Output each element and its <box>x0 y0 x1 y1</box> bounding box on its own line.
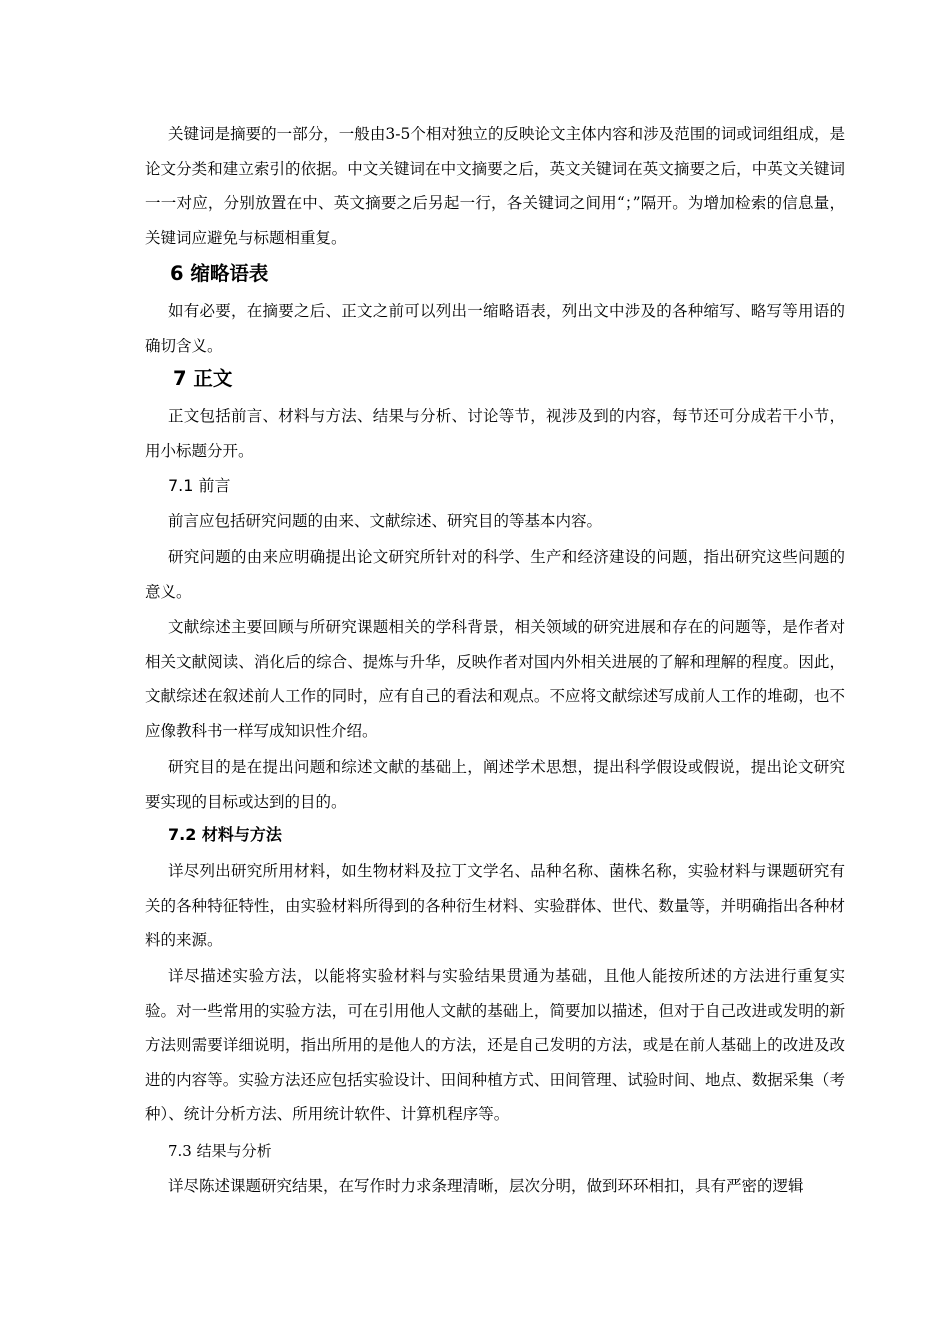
paragraph-preface-review: 文献综述主要回顾与所研究课题相关的学科背景，相关领域的研究进展和存在的问题等，是作者对相关文献阅读、消化后的综合、提炼与升华，反映作者对国内外相关进展的了解和理解的程度。因此，文献综述在叙述前人工作的同时，应有自己的看法和观点。不应将文献综述写成前人工作的堆砌，也不应像教科书一样写成知识性介绍。 <box>145 618 845 740</box>
heading-body: 7 正文 <box>173 367 233 390</box>
paragraph-preface-content: 前言应包括研究问题的由来、文献综述、研究目的等基本内容。 <box>168 512 603 530</box>
paragraph-body-intro: 正文包括前言、材料与方法、结果与分析、讨论等节，视涉及到的内容，每节还可分成若干小节，用小标题分开。 <box>145 407 845 460</box>
heading-preface: 7.1 前言 <box>168 476 231 495</box>
heading-abbrev-table: 6 缩略语表 <box>170 262 269 285</box>
paragraph-methods: 详尽描述实验方法，以能将实验材料与实验结果贯通为基础，且他人能按所述的方法进行重复实验。对一些常用的实验方法，可在引用他人文献的基础上，简要加以描述，但对于自己改进或发明的新方法则需要详细说明，指出所用的是他人的方法，还是自己发明的方法，或是在前人基础上的改进及改进的内容等。实验方法还应包括实验设计、田间种植方式、田间管理、试验时间、地点、数据采集（考种）、统计分析方法、所用统计软件、计算机程序等。 <box>145 967 845 1123</box>
paragraph-preface-origin: 研究问题的由来应明确提出论文研究所针对的科学、生产和经济建设的问题，指出研究这些问题的意义。 <box>145 548 845 601</box>
paragraph-preface-goal: 研究目的是在提出问题和综述文献的基础上，阐述学术思想，提出科学假设或假说，提出论文研究要实现的目标或达到的目的。 <box>145 758 845 811</box>
paragraph-abbrev: 如有必要，在摘要之后、正文之前可以列出一缩略语表，列出文中涉及的各种缩写、略写等用语的确切含义。 <box>145 302 845 355</box>
paragraph-materials: 详尽列出研究所用材料，如生物材料及拉丁文学名、品种名称、菌株名称，实验材料与课题研究有关的各种特征特性，由实验材料所得到的各种衍生材料、实验群体、世代、数量等，并明确指出各种材料的来源。 <box>145 862 845 949</box>
paragraph-keywords: 关键词是摘要的一部分，一般由3-5个相对独立的反映论文主体内容和涉及范围的词或词组组成，是论文分类和建立索引的依据。中文关键词在中文摘要之后，英文关键词在英文摘要之后，中英文关键词一一对应，分别放置在中、英文摘要之后另起一行，各关键词之间用“；”隔开。为增加检索的信息量，关键词应避免与标题相重复。 <box>145 125 845 247</box>
heading-materials-methods: 7.2 材料与方法 <box>168 825 282 844</box>
paragraph-results: 详尽陈述课题研究结果，在写作时力求条理清晰，层次分明，做到环环相扣，具有严密的逻辑 <box>168 1177 804 1195</box>
heading-results-analysis: 7.3 结果与分析 <box>168 1142 272 1160</box>
